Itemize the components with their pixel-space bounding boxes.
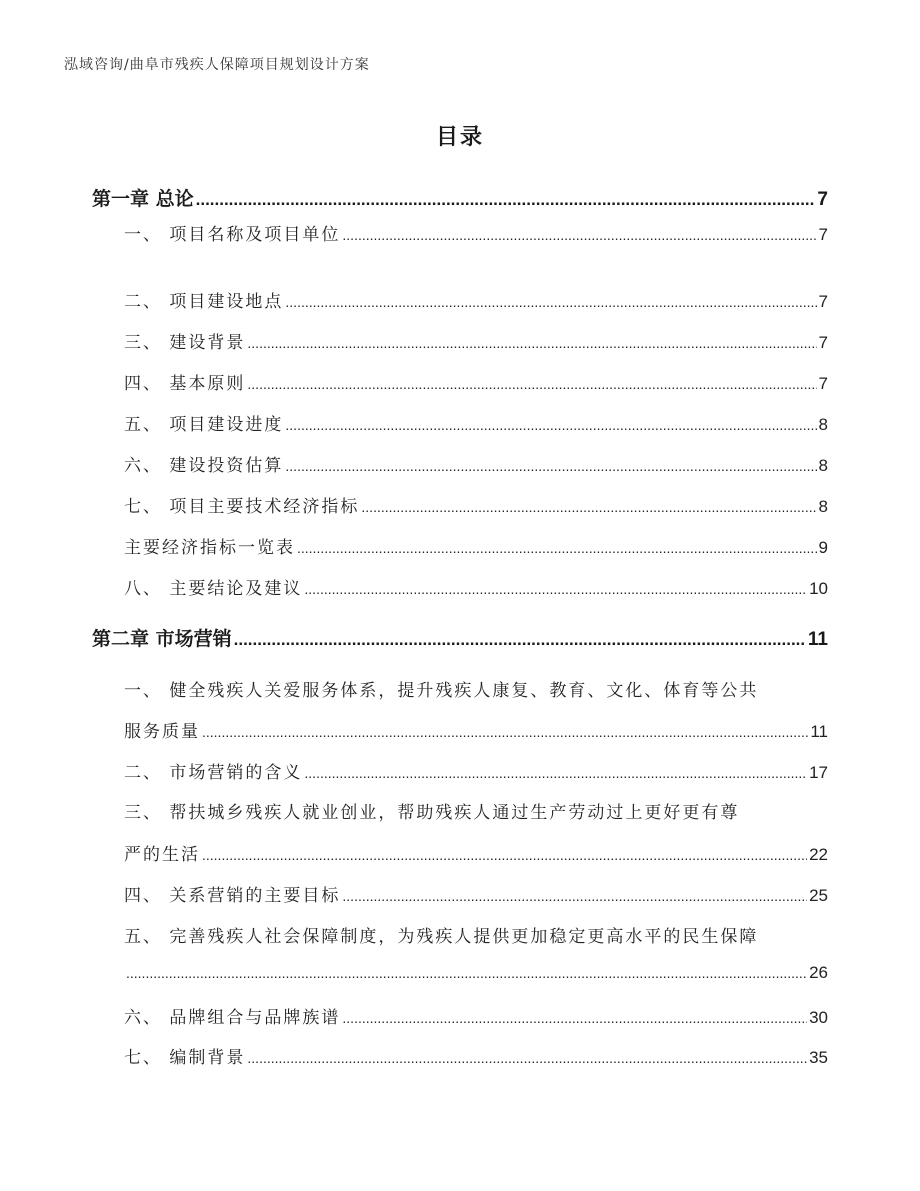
toc-entry[interactable] bbox=[124, 533, 828, 558]
toc-label: 第二章 市场营销 bbox=[92, 628, 232, 650]
toc-page-number: 8 bbox=[818, 497, 828, 516]
toc-page-number: 8 bbox=[818, 415, 828, 434]
toc-entry[interactable] bbox=[124, 1043, 828, 1068]
toc-page-number: 30 bbox=[809, 1008, 828, 1027]
toc-entry[interactable] bbox=[124, 410, 828, 435]
toc-entry[interactable] bbox=[124, 574, 828, 599]
dot-leader bbox=[126, 965, 807, 981]
dot-leader bbox=[285, 294, 816, 310]
toc-label: 主要经济指标一览表 bbox=[124, 538, 295, 558]
toc-entry[interactable] bbox=[124, 717, 828, 742]
toc-page-number: 25 bbox=[809, 886, 828, 905]
toc-label: 五、 项目建设进度 bbox=[124, 415, 284, 435]
toc-page-number: 10 bbox=[809, 579, 828, 598]
toc-label: 一、 项目名称及项目单位 bbox=[124, 225, 341, 245]
toc-page-number: 7 bbox=[818, 374, 828, 393]
dot-leader bbox=[342, 227, 816, 243]
dot-leader bbox=[247, 1050, 807, 1066]
toc-label: 四、 基本原则 bbox=[124, 374, 246, 394]
toc-page-number: 35 bbox=[809, 1048, 828, 1067]
toc-entry[interactable] bbox=[124, 963, 828, 983]
toc-page-number: 7 bbox=[817, 189, 828, 210]
dot-leader bbox=[304, 765, 807, 781]
dot-leader bbox=[304, 581, 807, 597]
dot-leader bbox=[234, 630, 806, 650]
dot-leader bbox=[196, 190, 816, 210]
dot-leader bbox=[342, 1010, 807, 1026]
dot-leader bbox=[247, 376, 816, 392]
toc-page-number: 26 bbox=[809, 963, 828, 982]
toc-chapter-2[interactable] bbox=[92, 624, 828, 651]
toc-entry[interactable] bbox=[124, 287, 828, 312]
dot-leader bbox=[342, 888, 807, 904]
toc-label: 六、 建设投资估算 bbox=[124, 456, 284, 476]
toc-page-number: 11 bbox=[807, 629, 828, 650]
toc-label: 四、 关系营销的主要目标 bbox=[124, 886, 341, 906]
toc-label: 三、 建设背景 bbox=[124, 333, 246, 353]
toc-page-number: 7 bbox=[818, 225, 828, 244]
toc-entry[interactable] bbox=[124, 492, 828, 517]
toc-entry-line1[interactable]: 五、 完善残疾人社会保障制度，为残疾人提供更加稳定更高水平的民生保障 bbox=[124, 927, 759, 947]
toc-label: 七、 项目主要技术经济指标 bbox=[124, 497, 360, 517]
toc-entry[interactable] bbox=[124, 328, 828, 353]
toc-page-number: 7 bbox=[818, 292, 828, 311]
dot-leader bbox=[285, 458, 816, 474]
toc-page-number: 9 bbox=[818, 538, 828, 557]
dot-leader bbox=[202, 724, 808, 740]
toc-page-number: 22 bbox=[809, 845, 828, 864]
toc-entry[interactable] bbox=[124, 451, 828, 476]
toc-entry[interactable] bbox=[124, 758, 828, 783]
running-header: 泓域咨询/曲阜市残疾人保障项目规划设计方案 bbox=[64, 57, 370, 73]
dot-leader bbox=[297, 540, 817, 556]
dot-leader bbox=[361, 499, 816, 515]
toc-page-number: 17 bbox=[809, 763, 828, 782]
page-title: 目录 bbox=[435, 125, 484, 150]
toc-page-number: 7 bbox=[818, 333, 828, 352]
toc-label: 七、 编制背景 bbox=[124, 1048, 246, 1068]
toc-label: 二、 项目建设地点 bbox=[124, 292, 284, 312]
toc-label: 二、 市场营销的含义 bbox=[124, 763, 303, 783]
dot-leader bbox=[285, 417, 816, 433]
toc-label: 八、 主要结论及建议 bbox=[124, 579, 303, 599]
toc-label: 第一章 总论 bbox=[92, 188, 194, 210]
toc-page-number: 11 bbox=[810, 722, 828, 741]
toc-entry[interactable] bbox=[124, 220, 828, 245]
toc-entry[interactable] bbox=[124, 1003, 828, 1028]
toc-page-number: 8 bbox=[818, 456, 828, 475]
toc-entry[interactable] bbox=[124, 840, 828, 865]
toc-label: 严的生活 bbox=[124, 845, 200, 865]
toc-entry[interactable] bbox=[124, 369, 828, 394]
toc-label: 服务质量 bbox=[124, 722, 200, 742]
toc-entry[interactable] bbox=[124, 881, 828, 906]
toc-label: 六、 品牌组合与品牌族谱 bbox=[124, 1008, 341, 1028]
dot-leader bbox=[247, 335, 816, 351]
dot-leader bbox=[202, 847, 807, 863]
toc-entry-line1[interactable]: 三、 帮扶城乡残疾人就业创业，帮助残疾人通过生产劳动过上更好更有尊 bbox=[124, 803, 740, 823]
toc-entry-line1[interactable]: 一、 健全残疾人关爱服务体系，提升残疾人康复、教育、文化、体育等公共 bbox=[124, 681, 759, 701]
toc-chapter-1[interactable] bbox=[92, 184, 828, 211]
